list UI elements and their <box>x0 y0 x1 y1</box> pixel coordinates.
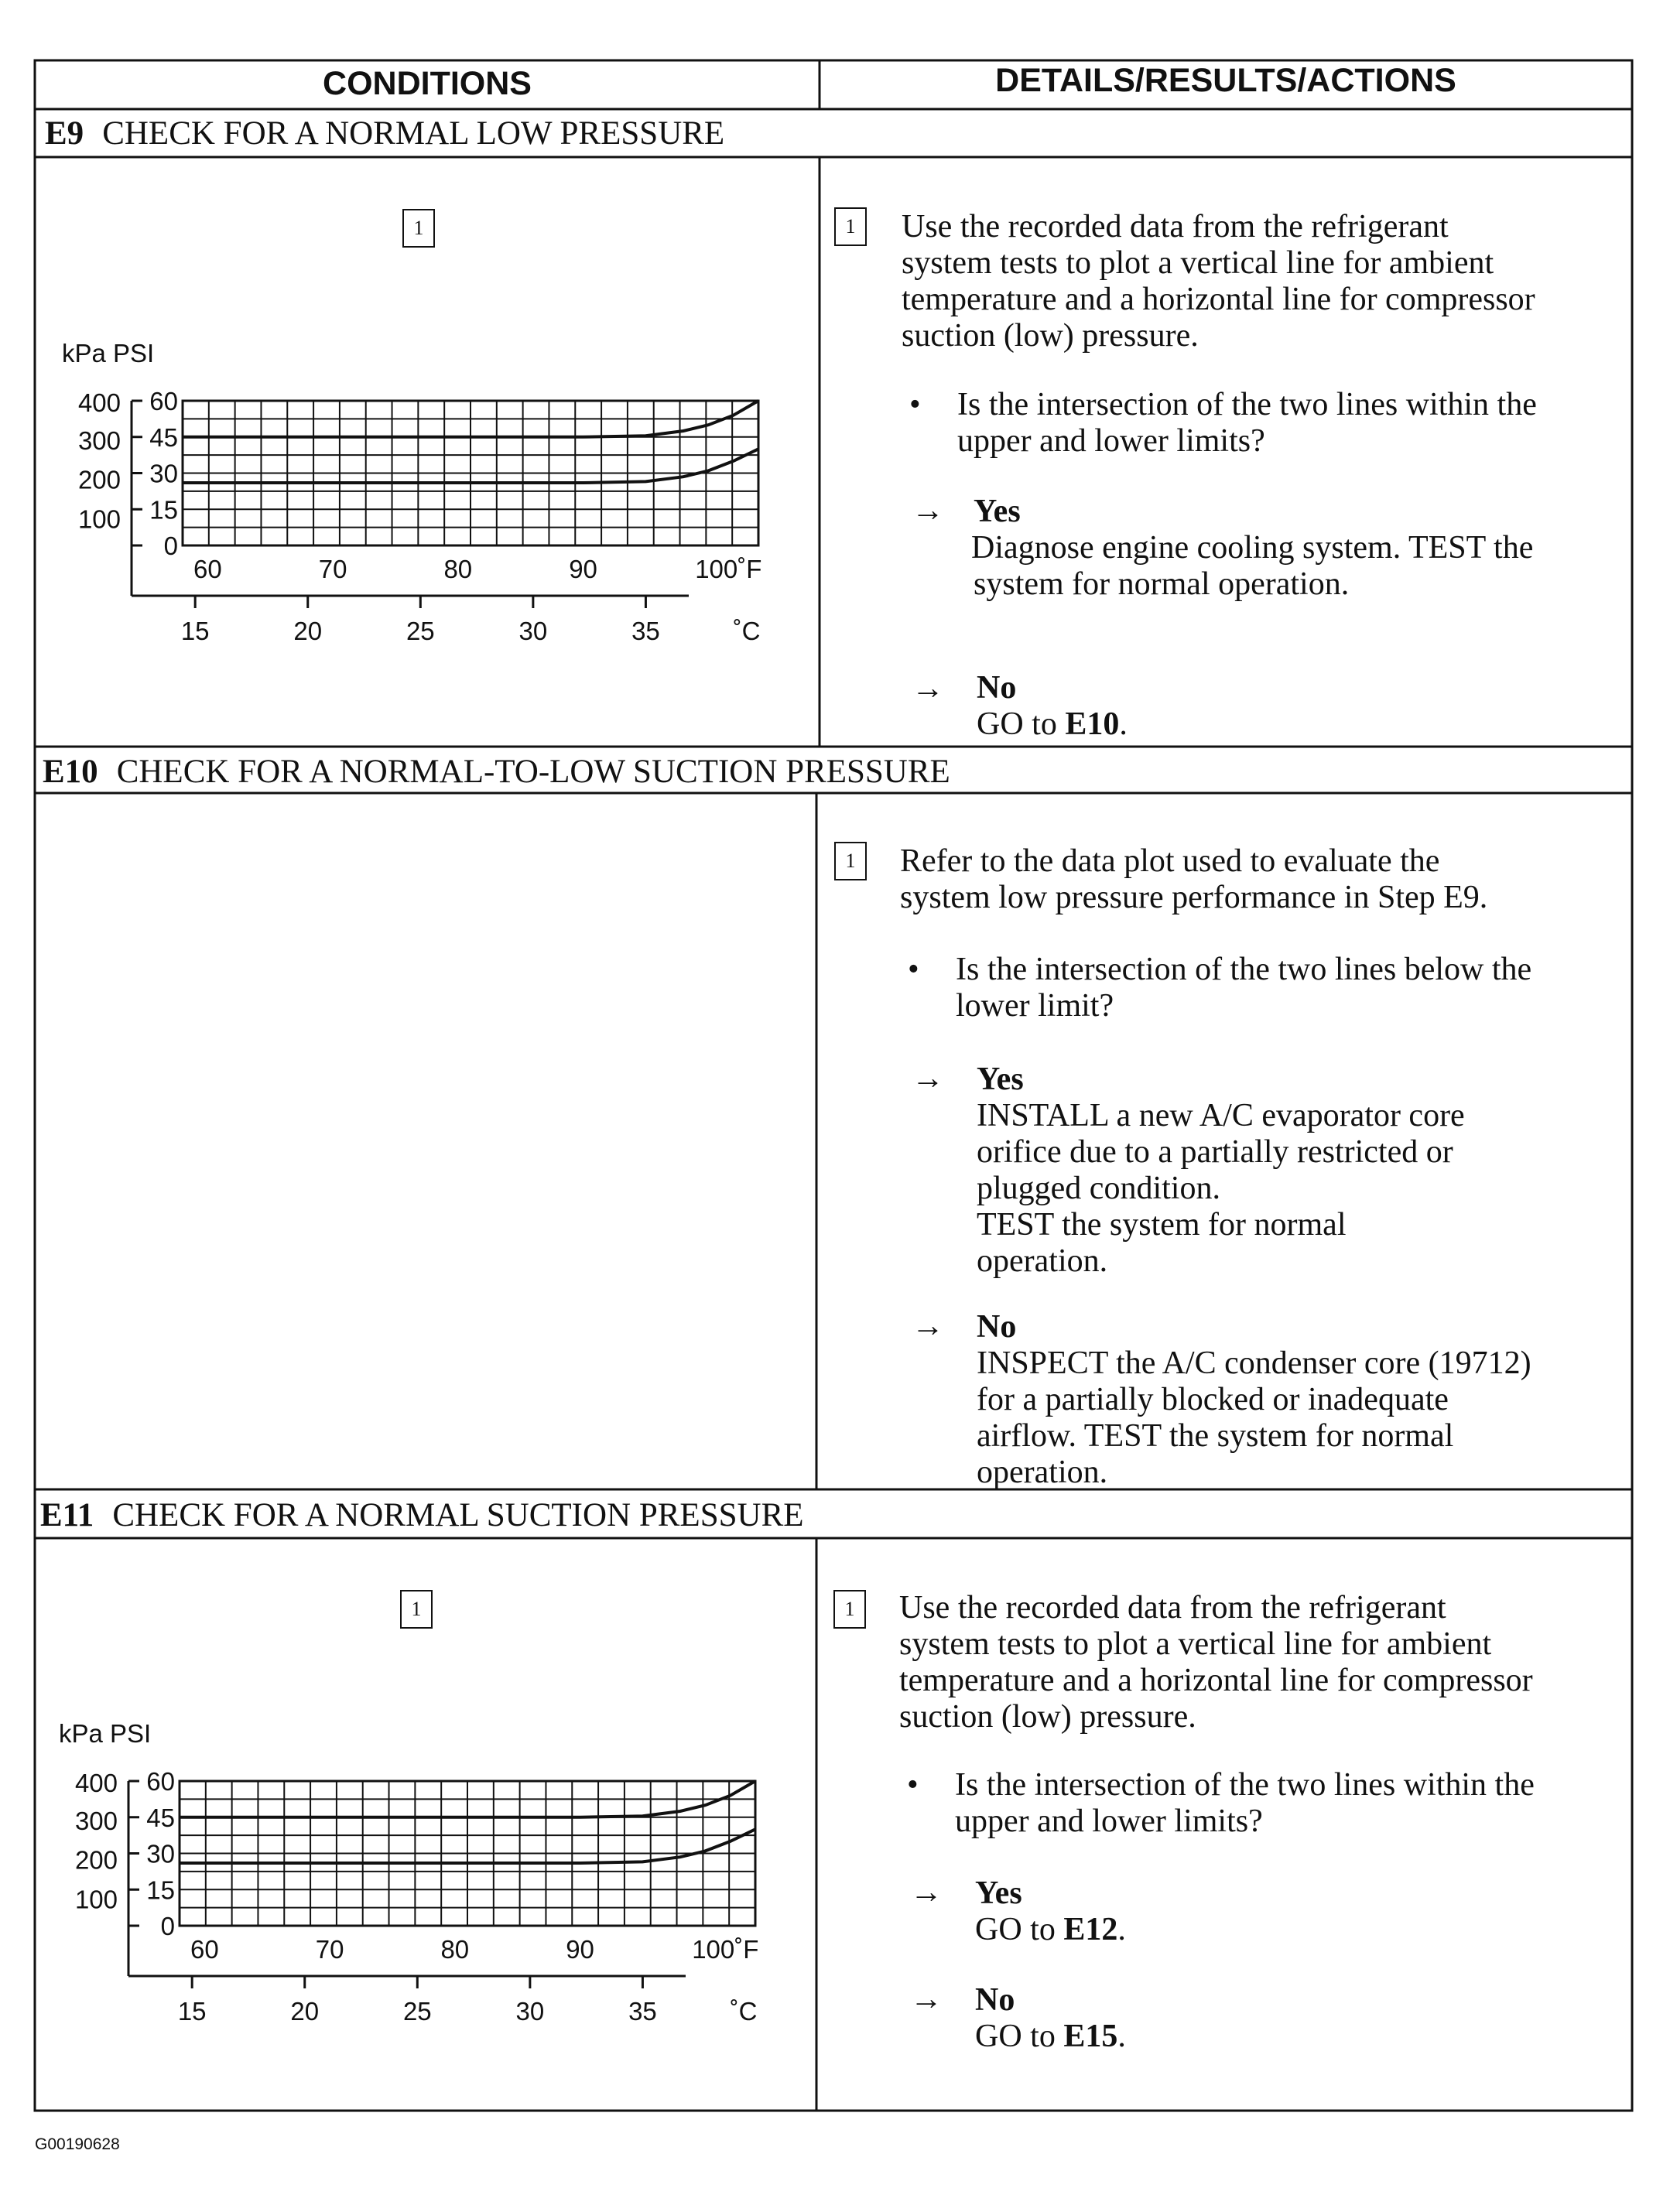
right-arrow-icon: → <box>912 493 944 528</box>
no-line: INSPECT the A/C condenser core (19712) <box>977 1345 1531 1381</box>
fahrenheit-tick-label: 70 <box>315 1935 344 1964</box>
no-label: No <box>977 670 1017 706</box>
psi-tick-label: 60 <box>149 387 178 415</box>
psi-tick-label: 45 <box>149 422 178 452</box>
kpa-tick-label: 200 <box>77 465 121 494</box>
section-code: E11 <box>40 1497 94 1533</box>
yes-prefix: GO to <box>975 1912 1064 1947</box>
question-text <box>955 1767 1535 1840</box>
no-line: for a partially blocked or inadequate <box>977 1382 1449 1417</box>
bullet-dot: • <box>908 952 919 987</box>
right-arrow-icon: → <box>910 1981 943 2017</box>
no-prefix: GO to <box>977 706 1066 742</box>
instruction-text <box>902 209 1535 354</box>
goto-step-link[interactable]: E10 <box>1065 706 1120 742</box>
psi-tick-label: 30 <box>149 459 178 488</box>
kpa-tick-label: 200 <box>74 1845 118 1875</box>
celsius-tick-label: 25 <box>406 617 435 645</box>
kpa-tick-label: 300 <box>77 426 121 455</box>
answer-yes <box>971 494 1534 603</box>
yes-line: operation. <box>977 1243 1108 1279</box>
right-arrow-icon: → <box>912 1061 944 1096</box>
bullet-dot: • <box>907 1767 919 1803</box>
instruction-line: suction (low) pressure. <box>902 318 1199 354</box>
question-text <box>957 387 1537 460</box>
yes-label: Yes <box>974 494 1021 529</box>
yes-line: orifice due to a partially restricted or <box>977 1134 1453 1170</box>
condition-step-marker: 1 <box>400 1590 433 1629</box>
celsius-tick-label: 20 <box>290 1997 320 2026</box>
right-arrow-icon: → <box>912 1308 944 1344</box>
psi-tick-label: 60 <box>146 1767 175 1796</box>
celsius-tick-label: 30 <box>515 1997 545 2026</box>
section-title-e11 <box>40 1496 804 1534</box>
kpa-tick-label: 100 <box>77 504 121 534</box>
right-arrow-icon: → <box>912 671 944 706</box>
psi-tick-label: 0 <box>163 532 178 560</box>
no-line <box>975 2019 1126 2055</box>
yes-suffix: . <box>1117 1912 1126 1947</box>
details-step-marker: 1 <box>834 842 867 880</box>
section-title-text: CHECK FOR A NORMAL-TO-LOW SUCTION PRESSURE <box>116 754 950 790</box>
question-line: Is the intersection of the two lines within the <box>955 1767 1535 1803</box>
fahrenheit-tick-label: 80 <box>440 1935 470 1964</box>
answer-yes <box>977 1062 1465 1280</box>
kpa-tick-label: 400 <box>77 388 121 417</box>
instruction-text <box>899 1590 1533 1735</box>
no-line: airflow. TEST the system for normal <box>977 1418 1454 1454</box>
no-label: No <box>975 1982 1015 2018</box>
celsius-unit-label: ˚C <box>730 1997 758 2026</box>
column-header-conditions: CONDITIONS <box>323 65 532 102</box>
question-line: Is the intersection of the two lines within the <box>957 387 1537 422</box>
details-step-marker: 1 <box>833 1590 866 1629</box>
fahrenheit-tick-label: 60 <box>193 555 222 583</box>
section-code: E9 <box>45 115 84 152</box>
instruction-line: Use the recorded data from the refrigerant <box>902 209 1449 244</box>
instruction-line: suction (low) pressure. <box>899 1699 1196 1735</box>
celsius-tick-label: 35 <box>628 1997 657 2026</box>
yes-label: Yes <box>977 1062 1024 1097</box>
section-code: E10 <box>43 754 98 790</box>
goto-step-link[interactable]: E12 <box>1063 1912 1118 1947</box>
kpa-tick-label: 100 <box>74 1885 118 1914</box>
pressure-chart-e11 <box>43 1713 786 2038</box>
answer-no <box>977 670 1128 743</box>
instruction-line: Refer to the data plot used to evaluate the <box>900 843 1440 879</box>
fahrenheit-tick-label: 90 <box>569 555 597 583</box>
fahrenheit-tick-label: 100˚F <box>695 555 762 583</box>
instruction-line: system tests to plot a vertical line for ambient <box>902 245 1494 281</box>
right-arrow-icon: → <box>910 1875 943 1910</box>
yes-line: Diagnose engine cooling system. TEST the <box>971 530 1534 566</box>
instruction-line: system tests to plot a vertical line for ambient <box>899 1626 1492 1662</box>
kpa-tick-label: 400 <box>74 1769 118 1797</box>
celsius-tick-label: 25 <box>402 1997 432 2026</box>
section-title-text: CHECK FOR A NORMAL SUCTION PRESSURE <box>112 1497 804 1533</box>
chart-units-label: kPa PSI <box>59 1719 152 1748</box>
yes-label: Yes <box>975 1875 1022 1911</box>
question-line: lower limit? <box>956 988 1114 1024</box>
celsius-tick-label: 20 <box>293 617 323 645</box>
no-prefix: GO to <box>975 2019 1064 2054</box>
details-step-marker: 1 <box>834 207 867 246</box>
fahrenheit-tick-label: 80 <box>443 555 473 583</box>
instruction-line: system low pressure performance in Step E9. <box>900 880 1488 915</box>
section-title-e10 <box>43 753 950 791</box>
instruction-text <box>900 843 1487 916</box>
no-line: operation. <box>977 1455 1108 1490</box>
psi-tick-label: 0 <box>160 1912 175 1940</box>
section-title-e9 <box>45 115 724 152</box>
section-title-text: CHECK FOR A NORMAL LOW PRESSURE <box>102 115 725 152</box>
column-header-details: DETAILS/RESULTS/ACTIONS <box>995 62 1456 99</box>
question-line: upper and lower limits? <box>955 1803 1263 1839</box>
instruction-line: temperature and a horizontal line for compressor <box>902 282 1535 317</box>
no-suffix: . <box>1119 706 1128 742</box>
celsius-tick-label: 35 <box>631 617 660 645</box>
yes-line: INSTALL a new A/C evaporator core <box>977 1098 1465 1133</box>
celsius-unit-label: ˚C <box>733 617 761 645</box>
psi-tick-label: 45 <box>146 1803 175 1832</box>
kpa-tick-label: 300 <box>74 1806 118 1835</box>
no-suffix: . <box>1117 2019 1126 2054</box>
celsius-tick-label: 30 <box>518 617 548 645</box>
condition-step-marker: 1 <box>402 209 435 248</box>
yes-line <box>975 1912 1126 1948</box>
figure-id: G00190628 <box>35 2135 120 2153</box>
answer-no <box>975 1982 1126 2055</box>
answer-yes <box>975 1875 1126 1948</box>
fahrenheit-tick-label: 70 <box>318 555 347 583</box>
fahrenheit-tick-label: 100˚F <box>692 1935 759 1964</box>
yes-line: plugged condition. <box>977 1171 1220 1206</box>
yes-line: TEST the system for normal <box>977 1207 1347 1243</box>
instruction-line: temperature and a horizontal line for compressor <box>899 1663 1533 1698</box>
no-line <box>977 706 1128 743</box>
bullet-dot: • <box>909 387 921 422</box>
answer-no <box>977 1309 1531 1491</box>
yes-line: system for normal operation. <box>974 566 1350 602</box>
no-label: No <box>977 1309 1017 1345</box>
question-text <box>956 952 1531 1024</box>
chart-units-label: kPa PSI <box>62 339 155 368</box>
question-line: upper and lower limits? <box>957 423 1265 459</box>
pressure-chart-e9 <box>46 333 789 658</box>
psi-tick-label: 30 <box>146 1839 175 1868</box>
psi-tick-label: 15 <box>149 495 178 525</box>
question-line: Is the intersection of the two lines below the <box>956 952 1532 987</box>
fahrenheit-tick-label: 90 <box>566 1935 594 1964</box>
fahrenheit-tick-label: 60 <box>190 1935 219 1964</box>
instruction-line: Use the recorded data from the refrigerant <box>899 1590 1446 1626</box>
psi-tick-label: 15 <box>146 1875 175 1905</box>
celsius-tick-label: 15 <box>177 1997 207 2026</box>
celsius-tick-label: 15 <box>180 617 210 645</box>
goto-step-link[interactable]: E15 <box>1063 2019 1118 2054</box>
